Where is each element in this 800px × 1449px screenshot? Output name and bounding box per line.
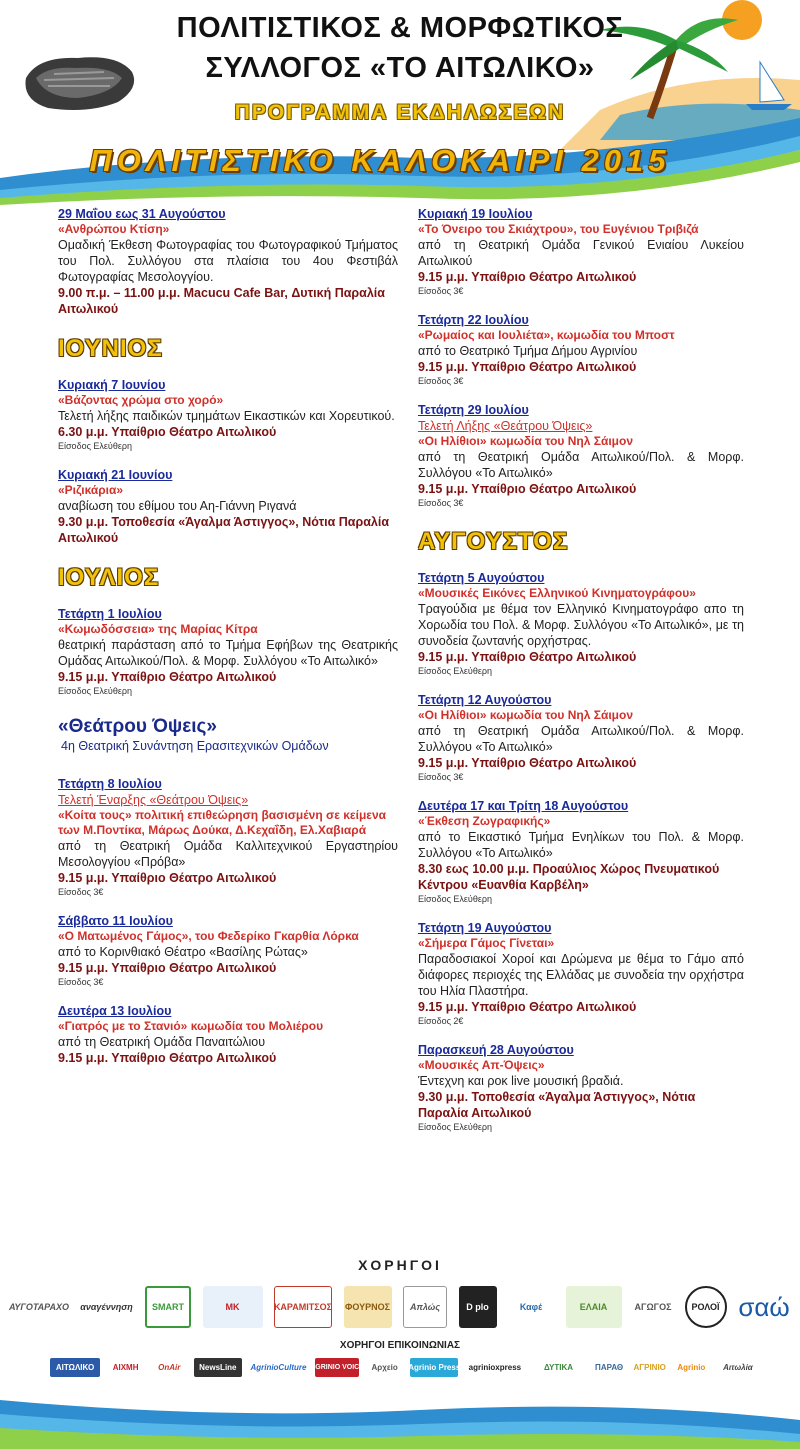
sponsor-logo: ΑΥΓΟΤΑΡΑΧΟ bbox=[8, 1302, 70, 1312]
event-title: «Έκθεση Ζωγραφικής» bbox=[418, 814, 551, 828]
sponsor-logo: ΚΑΡΑΜΙΤΣΟΣ bbox=[274, 1286, 332, 1328]
event-description: Παραδοσιακοί Χοροί και Δρώμενα με θέμα το Γάμο από διάφορες περιοχές της Ελλάδας με συνοδεία την ορχήστρα του Ηλία Πλαστήρα. bbox=[418, 952, 744, 998]
event-description: θεατρική παράσταση από το Τμήμα Εφήβων της Θεατρικής Ομάδας Αιτωλικού/Πολ. & Μορφ. Συλλόγου «Το Αιτωλικό» bbox=[58, 638, 398, 668]
event-description: από το Κορινθιακό Θέατρο «Βασίλης Ρώτας» bbox=[58, 945, 308, 959]
event-description: από τη Θεατρική Ομάδα Αιτωλικού/Πολ. & Μορφ. Συλλόγου «Το Αιτωλικό» bbox=[418, 450, 744, 480]
media-logo: Agrinio Press bbox=[410, 1358, 458, 1377]
event-entry: Είσοδος 3€ bbox=[418, 772, 464, 782]
sponsor-logo: ΕΛΑΙΑ bbox=[566, 1286, 622, 1328]
event-title: «Οι Ηλίθιοι» κωμωδία του Νηλ Σάιμον bbox=[418, 708, 634, 722]
event-entry: Είσοδος 2€ bbox=[418, 1016, 464, 1026]
event-description: Τραγούδια με θέμα τον Ελληνικό Κινηματογράφο απο τη Χορωδία του Πολ. & Μορφ. Συλλόγου «Το Αιτωλικό», με τη συνοδεία ζωντανής ορχήστρας. bbox=[418, 602, 744, 648]
sponsors-heading: ΧΟΡΗΓΟΙ bbox=[358, 1257, 442, 1273]
event-june-21 bbox=[58, 467, 398, 546]
media-logo: AGRINIO VOICE bbox=[315, 1358, 359, 1377]
title-line-1: ΠΟΛΙΤΙΣΤΙΚΟΣ & ΜΟΡΦΩΤΙΚΟΣ bbox=[176, 12, 624, 44]
event-venue: 9.30 μ.μ. Τοποθεσία «Άγαλμα Άστιγγος», Νότια Παραλία Αιτωλικού bbox=[418, 1090, 696, 1120]
program-heading: ΠΡΟΓΡΑΜΜΑ ΕΚΔΗΛΩΣΕΩΝ bbox=[234, 101, 566, 124]
media-logo: AgrinioCulture bbox=[250, 1362, 307, 1372]
festival-title: «Θεάτρου Όψεις» bbox=[58, 716, 217, 737]
sponsor-logo: D plo bbox=[459, 1286, 497, 1328]
event-august-12 bbox=[418, 692, 744, 784]
event-july-1 bbox=[58, 606, 398, 698]
event-ceremony: Τελετή Λήξης «Θεάτρου Όψεις» bbox=[418, 419, 593, 433]
media-logo: Αιτωλία bbox=[723, 1362, 753, 1372]
event-date: Τετάρτη 29 Ιουλίου bbox=[418, 403, 529, 417]
event-venue: 8.30 εως 10.00 μ.μ. Προαύλιος Χώρος Πνευματικού Κέντρου «Ευανθία Καρβέλη» bbox=[418, 862, 720, 892]
event-venue: 9.15 μ.μ. Υπαίθριο Θέατρο Αιτωλικού bbox=[58, 1051, 277, 1065]
header bbox=[0, 0, 800, 205]
media-sponsor-logos bbox=[50, 1356, 760, 1378]
event-title: «Το Όνειρο του Σκιάχτρου», του Ευγένιου Τριβιζά bbox=[418, 222, 699, 236]
event-august-28 bbox=[418, 1042, 744, 1134]
event-date: Τετάρτη 19 Αυγούστου bbox=[418, 921, 552, 935]
event-entry: Είσοδος 3€ bbox=[418, 498, 464, 508]
sponsor-logo: ΜΚ bbox=[203, 1286, 263, 1328]
month-heading-august: ΑΥΓΟΥΣΤΟΣ bbox=[418, 528, 569, 555]
event-venue: 9.15 μ.μ. Υπαίθριο Θέατρο Αιτωλικού bbox=[418, 482, 637, 496]
event-title: «Γιατρός με το Στανιό» κωμωδία του Μολιέρου bbox=[58, 1019, 324, 1033]
title-line-2: ΣΥΛΛΟΓΟΣ «ΤΟ ΑΙΤΩΛΙΚΟ» bbox=[205, 52, 595, 84]
event-description: από τη Θεατρική Ομάδα Γενικού Ενιαίου Λυκείου Αιτωλικού bbox=[418, 238, 744, 268]
event-date: Παρασκευή 28 Αυγούστου bbox=[418, 1043, 574, 1057]
month-heading-june: ΙΟΥΝΙΟΣ bbox=[58, 335, 163, 362]
event-description: από τη Θεατρική Ομάδα Αιτωλικού/Πολ. & Μορφ. Συλλόγου «Το Αιτωλικό» bbox=[418, 724, 744, 754]
event-venue: 6.30 μ.μ. Υπαίθριο Θέατρο Αιτωλικού bbox=[58, 425, 277, 439]
sponsor-logo: Καφέ bbox=[519, 1302, 543, 1312]
media-logo: ΑΙΧΜΗ bbox=[112, 1362, 139, 1372]
event-date: Τετάρτη 22 Ιουλίου bbox=[418, 313, 529, 327]
event-title: «Οι Ηλίθιοι» κωμωδία του Νηλ Σάιμον bbox=[418, 434, 634, 448]
event-date: Δευτέρα 17 και Τρίτη 18 Αυγούστου bbox=[418, 799, 629, 813]
event-venue: 9.00 π.μ. – 11.00 μ.μ. Macucu Cafe Bar, Δυτική Παραλία Αιτωλικού bbox=[58, 286, 385, 316]
media-logo: ΔΥΤΙΚΑ bbox=[543, 1362, 573, 1372]
event-july-11 bbox=[58, 913, 398, 989]
event-title: «Σήμερα Γάμος Γίνεται» bbox=[418, 936, 555, 950]
event-title: «Ανθρώπου Κτίση» bbox=[58, 222, 170, 236]
event-venue: 9.15 μ.μ. Υπαίθριο Θέατρο Αιτωλικού bbox=[418, 650, 637, 664]
event-august-17 bbox=[418, 798, 744, 906]
left-column bbox=[58, 206, 398, 1080]
event-title: «Μουσικές Εικόνες Ελληνικού Κινηματογράφου» bbox=[418, 586, 696, 600]
event-title: «Βάζοντας χρώμα στο χορό» bbox=[58, 393, 224, 407]
event-date: Τετάρτη 12 Αυγούστου bbox=[418, 693, 552, 707]
event-title: «Ριζικάρια» bbox=[58, 483, 124, 497]
event-entry: Είσοδος Ελεύθερη bbox=[418, 894, 492, 904]
media-logo: NewsLine bbox=[194, 1358, 242, 1377]
media-logo: Agrinio bbox=[677, 1362, 706, 1372]
media-sponsors-heading: ΧΟΡΗΓΟΙ ΕΠΙΚΟΙΝΩΝΙΑΣ bbox=[339, 1340, 461, 1351]
event-entry: Είσοδος 3€ bbox=[418, 286, 464, 296]
event-july-13 bbox=[58, 1003, 398, 1066]
event-venue: 9.15 μ.μ. Υπαίθριο Θέατρο Αιτωλικού bbox=[418, 270, 637, 284]
event-date: Σάββατο 11 Ιουλίου bbox=[58, 914, 173, 928]
sponsor-logo: Απλώς bbox=[403, 1286, 447, 1328]
event-july-8 bbox=[58, 776, 398, 899]
media-logo: OnAir bbox=[158, 1362, 181, 1372]
right-column bbox=[418, 206, 744, 1148]
festival-block bbox=[58, 716, 398, 754]
sponsor-logo: SMART bbox=[145, 1286, 191, 1328]
event-description: από το Εικαστικό Τμήμα Ενηλίκων του Πολ. & Μορφ. Συλλόγου «Το Αιτωλικό» bbox=[418, 830, 744, 860]
media-logo: ΠΑΡΑΘ bbox=[595, 1362, 624, 1372]
event-date: Κυριακή 21 Ιουνίου bbox=[58, 468, 173, 482]
event-description: Τελετή λήξης παιδικών τμημάτων Εικαστικών και Χορευτικού. bbox=[58, 409, 395, 423]
event-july-19 bbox=[418, 206, 744, 298]
event-date: 29 Μαΐου εως 31 Αυγούστου bbox=[58, 207, 226, 221]
event-venue: 9.15 μ.μ. Υπαίθριο Θέατρο Αιτωλικού bbox=[418, 756, 637, 770]
sponsor-logo: ΡΟΛΟΪ bbox=[685, 1286, 727, 1328]
event-description: Έντεχνη και ροκ live μουσική βραδιά. bbox=[418, 1074, 624, 1088]
footer-decoration bbox=[0, 1380, 800, 1449]
event-title: «Κωμωδόσσεια» της Μαρίας Κίτρα bbox=[58, 622, 258, 636]
media-logo: Αρχείο bbox=[371, 1362, 398, 1372]
event-description: αναβίωση του εθίμου του Αη-Γιάννη Ριγανά bbox=[58, 499, 297, 513]
event-venue: 9.15 μ.μ. Υπαίθριο Θέατρο Αιτωλικού bbox=[58, 670, 277, 684]
event-entry: Είσοδος Ελεύθερη bbox=[418, 1122, 492, 1132]
event-august-19 bbox=[418, 920, 744, 1028]
event-venue: 9.15 μ.μ. Υπαίθριο Θέατρο Αιτωλικού bbox=[58, 871, 277, 885]
event-title: «Ρωμαίος και Ιουλιέτα», κωμωδία του Μποστ bbox=[418, 328, 675, 342]
sponsor-logo: σαώ bbox=[738, 1291, 790, 1322]
festival-subtitle: 4η Θεατρική Συνάντηση Ερασιτεχνικών Ομάδων bbox=[61, 739, 329, 753]
event-date: Τετάρτη 5 Αυγούστου bbox=[418, 571, 545, 585]
event-venue: 9.15 μ.μ. Υπαίθριο Θέατρο Αιτωλικού bbox=[58, 961, 277, 975]
event-date: Κυριακή 19 Ιουλίου bbox=[418, 207, 533, 221]
event-date: Δευτέρα 13 Ιουλίου bbox=[58, 1004, 172, 1018]
event-date: Τετάρτη 8 Ιουλίου bbox=[58, 777, 162, 791]
event-venue: 9.30 μ.μ. Τοποθεσία «Άγαλμα Άστιγγος», Νότια Παραλία Αιτωλικού bbox=[58, 515, 390, 545]
event-venue: 9.15 μ.μ. Υπαίθριο Θέατρο Αιτωλικού bbox=[418, 1000, 637, 1014]
event-entry: Είσοδος 3€ bbox=[58, 887, 104, 897]
month-heading-july: ΙΟΥΛΙΟΣ bbox=[58, 564, 160, 591]
sponsor-logo: αναγέννηση bbox=[80, 1302, 133, 1312]
event-intro bbox=[58, 206, 398, 317]
event-entry: Είσοδος 3€ bbox=[418, 376, 464, 386]
event-venue: 9.15 μ.μ. Υπαίθριο Θέατρο Αιτωλικού bbox=[418, 360, 637, 374]
event-ceremony: Τελετή Έναρξης «Θεάτρου Όψεις» bbox=[58, 793, 249, 807]
event-july-22 bbox=[418, 312, 744, 388]
event-title: «Μουσικές Απ-Όψεις» bbox=[418, 1058, 545, 1072]
season-heading: ΠΟΛΙΤΙΣΤΙΚΟ ΚΑΛΟΚΑΙΡΙ 2015 bbox=[89, 143, 671, 178]
event-entry: Είσοδος Ελεύθερη bbox=[418, 666, 492, 676]
event-date: Κυριακή 7 Ιουνίου bbox=[58, 378, 166, 392]
media-logo: ΑΓΡΙΝΙΟ bbox=[633, 1362, 666, 1372]
event-description: από το Θεατρικό Τμήμα Δήμου Αγρινίου bbox=[418, 344, 638, 358]
event-august-5 bbox=[418, 570, 744, 678]
event-title: «Ο Ματωμένος Γάμος», του Φεδερίκο Γκαρθία Λόρκα bbox=[58, 929, 359, 943]
sponsor-logo: ΑΓΩΓΟΣ bbox=[634, 1302, 672, 1312]
event-june-7 bbox=[58, 377, 398, 453]
sponsor-logos bbox=[10, 1282, 790, 1332]
event-description: από τη Θεατρική Ομάδα Καλλιτεχνικού Εργαστηρίου Μεσολογγίου «Πρόβα» bbox=[58, 839, 398, 869]
event-date: Τετάρτη 1 Ιουλίου bbox=[58, 607, 162, 621]
event-entry: Είσοδος Ελεύθερη bbox=[58, 686, 132, 696]
event-title: «Κοίτα τους» πολιτική επιθεώρηση βασισμένη σε κείμενα των Μ.Ποντίκα, Μάρως Δούκα, Δ.Κεχαΐδη, Ελ.Χαβιαρά bbox=[58, 808, 387, 837]
event-entry: Είσοδος Ελεύθερη bbox=[58, 441, 132, 451]
event-july-29 bbox=[418, 402, 744, 510]
sponsor-logo: ΦΟΥΡΝΟΣ bbox=[344, 1286, 392, 1328]
event-description: από τη Θεατρική Ομάδα Παναιτώλιου bbox=[58, 1035, 266, 1049]
media-logo: agrinioxpress bbox=[468, 1362, 522, 1372]
media-logo: ΑΙΤΩΛΙΚΟ bbox=[50, 1358, 100, 1377]
event-description: Ομαδική Έκθεση Φωτογραφίας του Φωτογραφικού Τμήματος του Πολ. Συλλόγου στα πλαίσια του 4ου Φεστιβάλ Φωτογραφίας Μεσολογγίου. bbox=[58, 238, 398, 284]
event-entry: Είσοδος 3€ bbox=[58, 977, 104, 987]
